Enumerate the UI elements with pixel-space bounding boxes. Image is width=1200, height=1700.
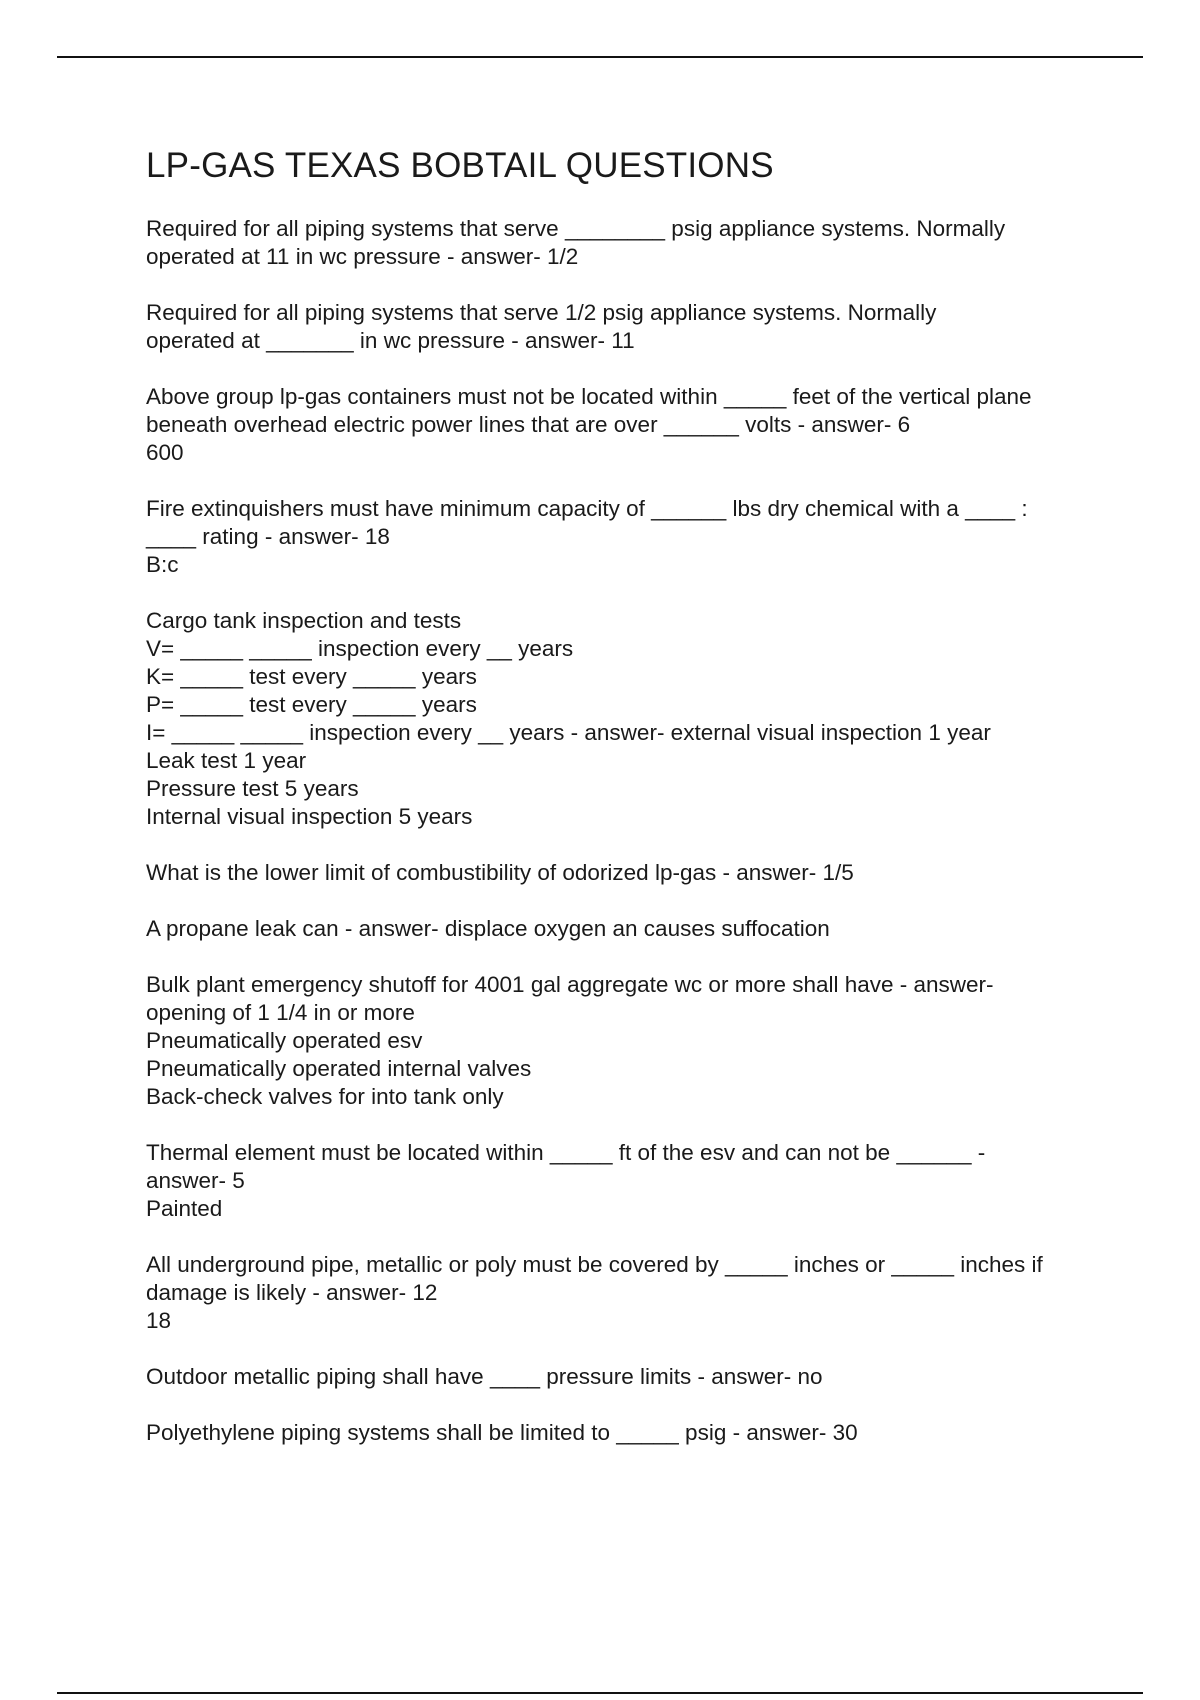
question-line: 18 xyxy=(146,1308,172,1333)
question-line: V= _____ _____ inspection every __ years xyxy=(146,636,574,661)
question-line: beneath overhead electric power lines that are over ______ volts - answer- 6 xyxy=(146,412,911,437)
question-item xyxy=(146,1251,1106,1335)
bottom-rule xyxy=(57,1692,1143,1694)
question-line: operated at 11 in wc pressure - answer- 1/2 xyxy=(146,244,579,269)
question-item xyxy=(146,971,1106,1111)
question-item xyxy=(146,1363,1106,1391)
question-line: Pressure test 5 years xyxy=(146,776,359,801)
question-item xyxy=(146,495,1106,579)
question-line: Required for all piping systems that serve 1/2 psig appliance systems. Normally xyxy=(146,300,937,325)
question-item xyxy=(146,299,1106,355)
question-line: ____ rating - answer- 18 xyxy=(146,524,390,549)
page-title: LP-GAS TEXAS BOBTAIL QUESTIONS xyxy=(146,146,774,185)
question-line: All underground pipe, metallic or poly must be covered by _____ inches or _____ inches if xyxy=(146,1252,1043,1277)
question-item xyxy=(146,607,1106,831)
question-line: I= _____ _____ inspection every __ years - answer- external visual inspection 1 year xyxy=(146,720,991,745)
question-line: What is the lower limit of combustibility of odorized lp-gas - answer- 1/5 xyxy=(146,860,854,885)
question-line: P= _____ test every _____ years xyxy=(146,692,477,717)
question-item xyxy=(146,1139,1106,1223)
question-line: Cargo tank inspection and tests xyxy=(146,608,462,633)
question-line: operated at _______ in wc pressure - answer- 11 xyxy=(146,328,635,353)
question-line: Bulk plant emergency shutoff for 4001 gal aggregate wc or more shall have - answer- xyxy=(146,972,994,997)
question-line: Internal visual inspection 5 years xyxy=(146,804,473,829)
question-line: Painted xyxy=(146,1196,223,1221)
question-line: Outdoor metallic piping shall have ____ pressure limits - answer- no xyxy=(146,1364,823,1389)
document-body xyxy=(146,145,1106,1475)
question-item xyxy=(146,915,1106,943)
question-item xyxy=(146,383,1106,467)
question-line: Above group lp-gas containers must not be located within _____ feet of the vertical plane xyxy=(146,384,1032,409)
question-line: 600 xyxy=(146,440,184,465)
question-item xyxy=(146,215,1106,271)
question-line: Required for all piping systems that serve ________ psig appliance systems. Normally xyxy=(146,216,1006,241)
top-rule xyxy=(57,56,1143,58)
question-line: Polyethylene piping systems shall be limited to _____ psig - answer- 30 xyxy=(146,1420,858,1445)
question-line: B:c xyxy=(146,552,179,577)
question-item xyxy=(146,859,1106,887)
question-line: Pneumatically operated esv xyxy=(146,1028,423,1053)
question-line: Pneumatically operated internal valves xyxy=(146,1056,532,1081)
question-item xyxy=(146,1419,1106,1447)
question-line: A propane leak can - answer- displace oxygen an causes suffocation xyxy=(146,916,830,941)
question-line: Leak test 1 year xyxy=(146,748,307,773)
question-line: Thermal element must be located within _____ ft of the esv and can not be ______ - xyxy=(146,1140,986,1165)
question-line: opening of 1 1/4 in or more xyxy=(146,1000,415,1025)
question-line: damage is likely - answer- 12 xyxy=(146,1280,438,1305)
question-line: answer- 5 xyxy=(146,1168,245,1193)
question-list xyxy=(146,215,1106,1447)
question-line: K= _____ test every _____ years xyxy=(146,664,477,689)
question-line: Fire extinquishers must have minimum capacity of ______ lbs dry chemical with a ____ : xyxy=(146,496,1028,521)
question-line: Back-check valves for into tank only xyxy=(146,1084,504,1109)
